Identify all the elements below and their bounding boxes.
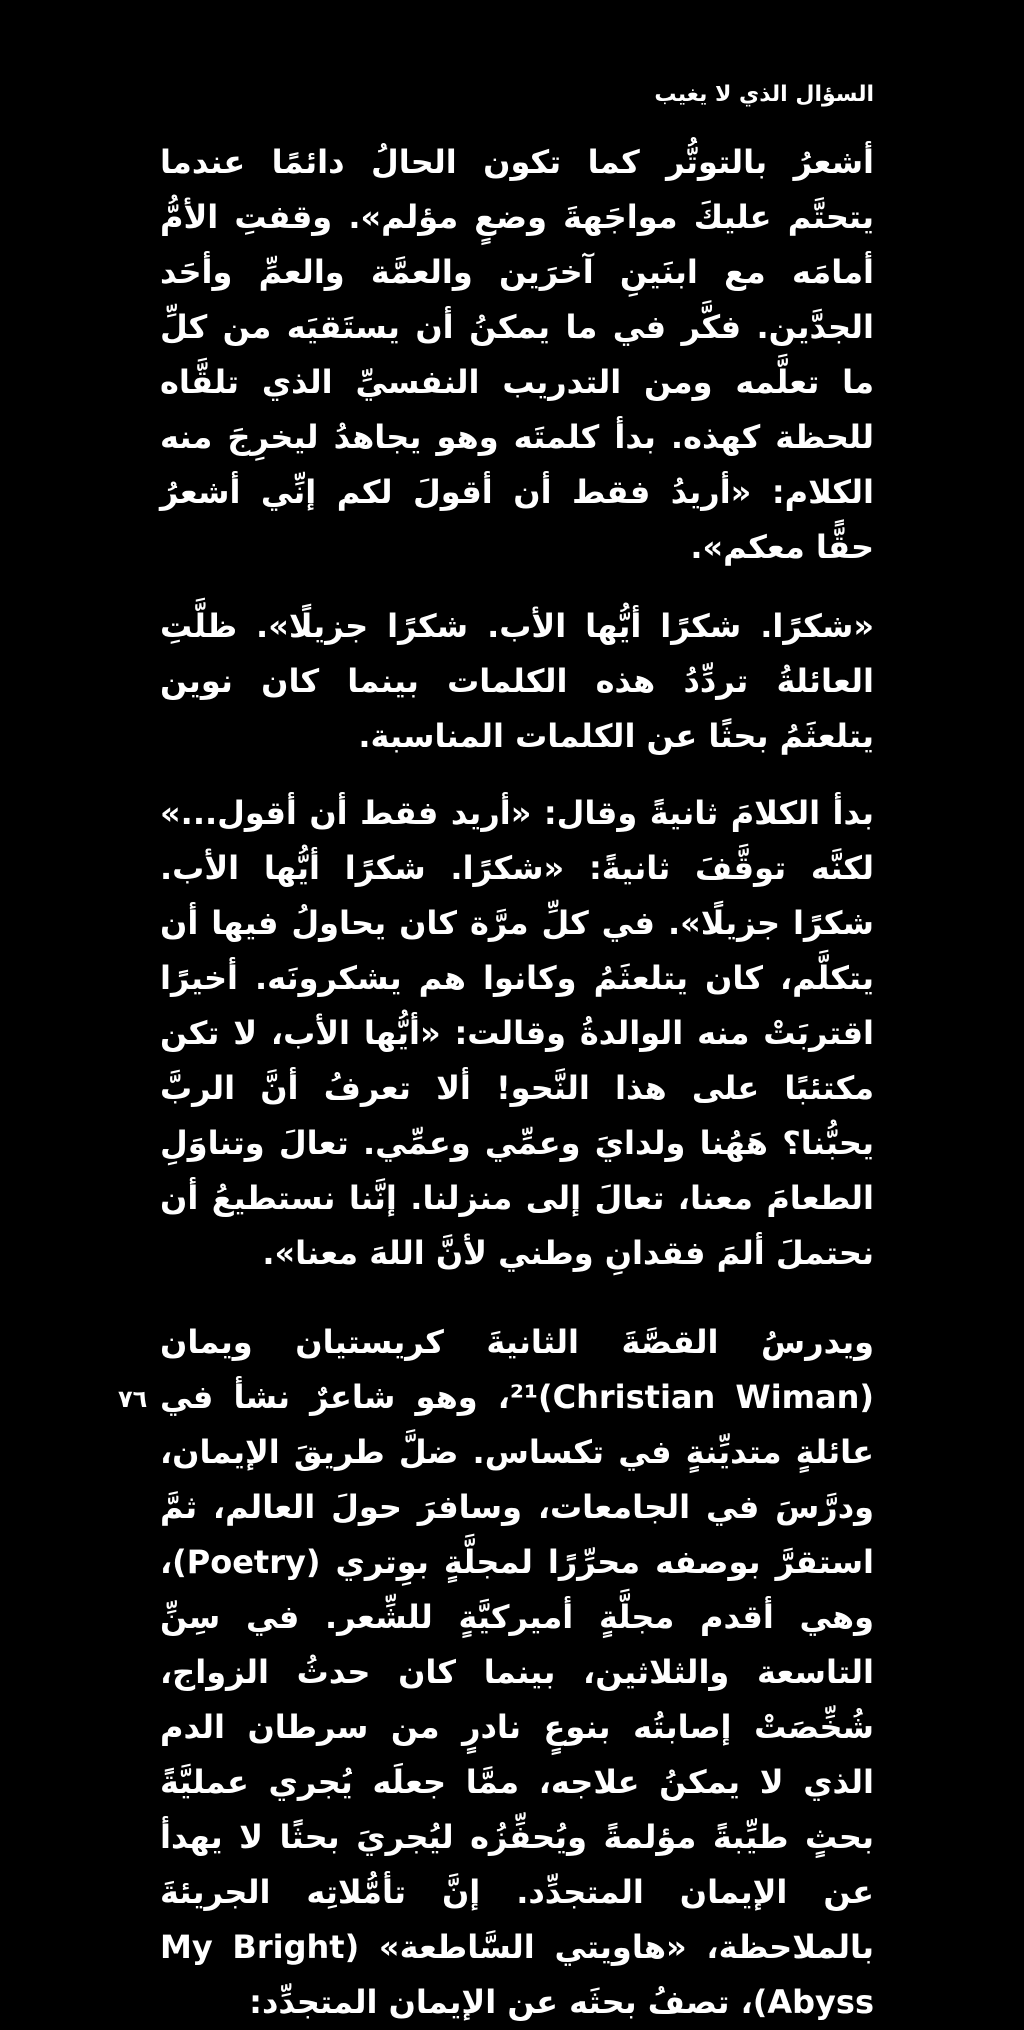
paragraph-2: «شكرًا. شكرًا أيُّها الأب. شكرًا جزيلًا». ظلَّتِ العائلةُ تردِّدُ هذه الكلمات بينما كان نوين يتلعثَمُ بحثًا عن الكلمات المناسبة.: [160, 607, 874, 755]
page-body: [160, 135, 874, 2030]
paragraph-1: أشعرُ بالتوتُّر كما تكون الحالُ دائمًا عندما يتحتَّم عليكَ مواجَهةَ وضعٍ مؤلم». وقفتِ الأمُّ أمامَه مع ابنَينِ آخرَين والعمَّة والعمِّ وأحَد الجدَّين. فكَّر في ما يمكنُ أن يستَقيَه من كلِّ ما تعلَّمه ومن التدريب النفسيِّ الذي تلقَّاه للحظة كهذه. بدأ كلمتَه وهو يجاهدُ ليخرِجَ منه الكلام: «أريدُ فقط أن أقولَ لكم إنِّي أشعرُ حقًّا معكم».: [160, 143, 874, 566]
page-number: ٧٦: [118, 1385, 148, 1413]
paragraph-4: ويدرسُ القصَّةَ الثانيةَ كريستيان ويمان (Christian Wiman)²¹، وهو شاعرٌ نشأ في عائلةٍ متديِّنةٍ في تكساس. ضلَّ طريقَ الإيمان، ودرَّسَ في الجامعات، وسافرَ حولَ العالم، ثمَّ استقرَّ بوصفه محرِّرًا لمجلَّةٍ بوِتري (Poetry)، وهي أقدم مجلَّةٍ أميركيَّةٍ للشِّعر. في سِنِّ التاسعة والثلاثين، بينما كان حدثُ الزواج، شُخِّصَتْ إصابتُه بنوعٍ نادرٍ من سرطان الدم الذي لا يمكنُ علاجه، ممَّا جعلَه يُجري عمليَّةً بحثٍ طيِّبةً مؤلمةً ويُحفِّزُه ليُجريَ بحثًا لا يهدأ عن الإيمان المتجدِّد. إنَّ تأمُّلاتِه الجريئةَ بالملاحظة، «هاويتي السَّاطعة» (My Bright Abyss)، تصفُ بحثَه عن الإيمان المتجدِّد:: [160, 1323, 875, 2021]
paragraph-3: بدأ الكلامَ ثانيةً وقال: «أريد فقط أن أقول...» لكنَّه توقَّفَ ثانيةً: «شكرًا. شكرًا أيُّها الأب. شكرًا جزيلًا». في كلِّ مرَّة كان يحاولُ فيها أن يتكلَّم، كان يتلعثَمُ وكانوا هم يشكرونَه. أخيرًا اقتربَتْ منه الوالدةُ وقالت: «أيُّها الأب، لا تكن مكتئبًا على هذا النَّحو! ألا تعرفُ أنَّ الربَّ يحبُّنا؟ هَهُنا ولدايَ وعمِّي وعمِّي. تعالَ وتناوَلِ الطعامَ معنا، تعالَ إلى منزلنا. إنَّنا نستطيعُ أن نحتملَ ألمَ فقدانِ وطني لأنَّ اللهَ معنا».: [160, 794, 874, 1272]
running-header: السؤال الذي لا يغيب: [654, 82, 874, 107]
